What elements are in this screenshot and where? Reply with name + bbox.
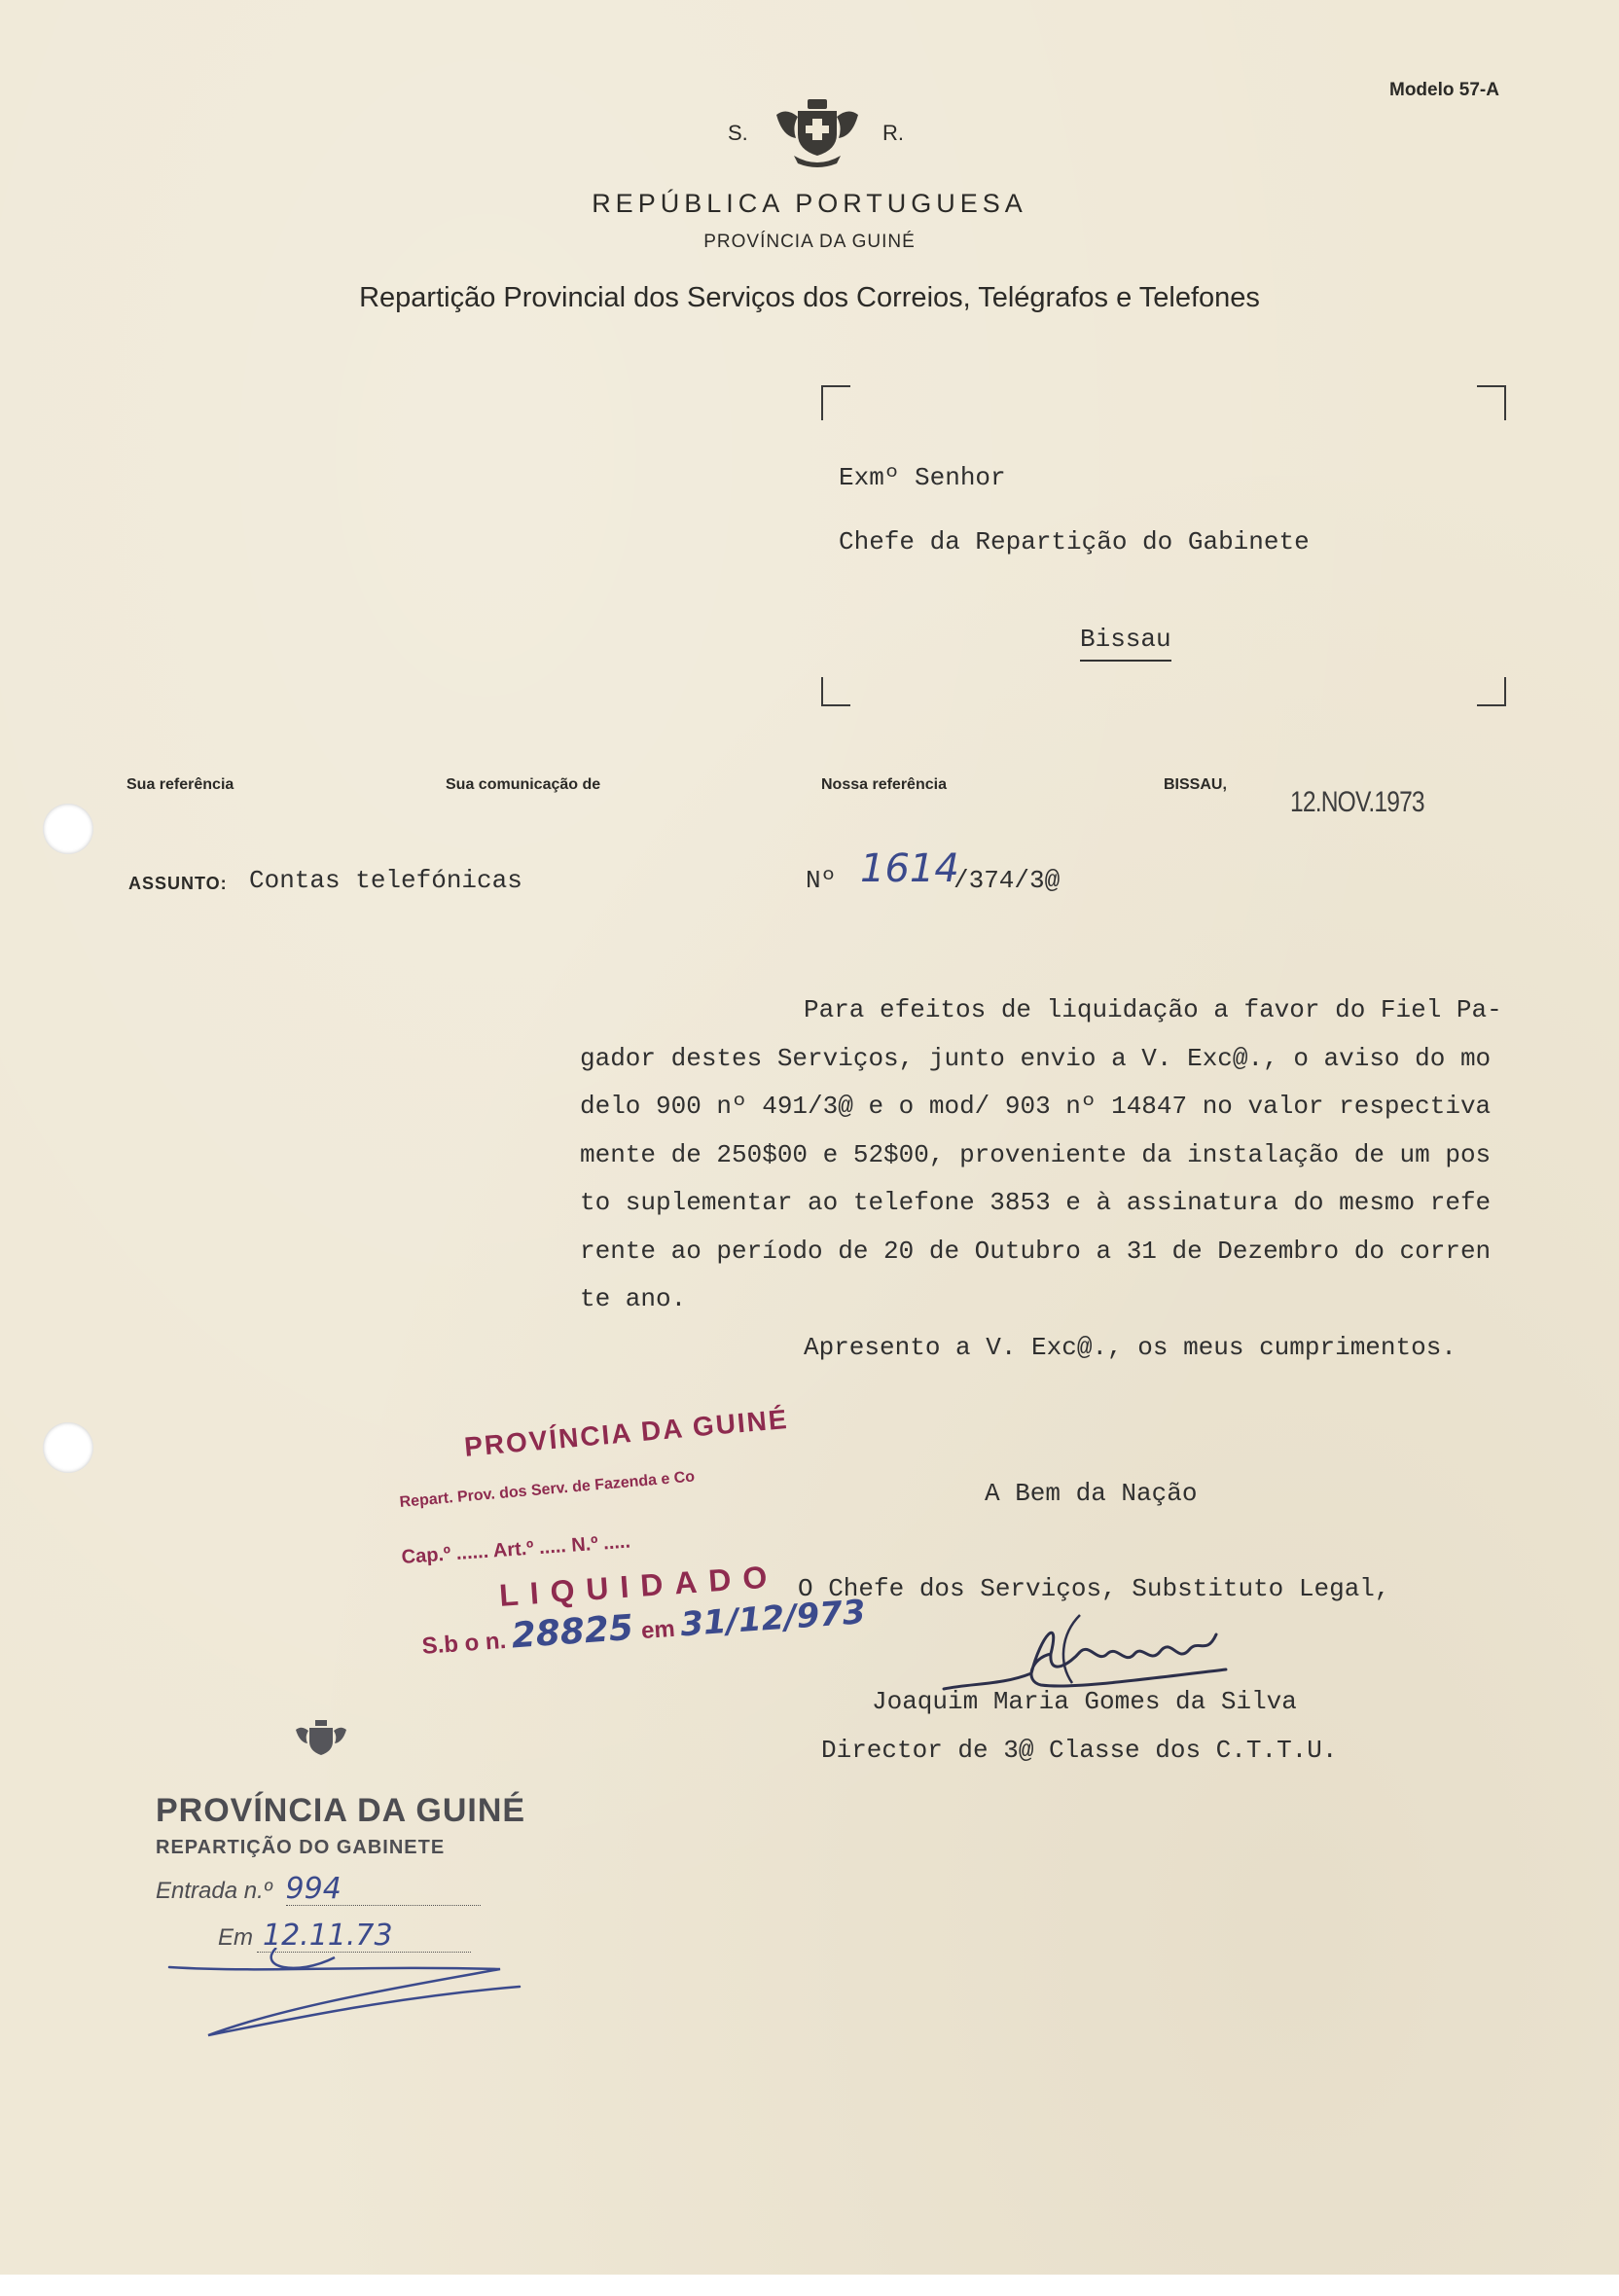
addressee-city: Bissau [1080, 625, 1171, 662]
body-line: Para efeitos de liquidação a favor do Fiel Pa- [804, 995, 1502, 1024]
label-place: BISSAU, [1164, 776, 1227, 793]
liquidado-date-label: em [640, 1615, 676, 1645]
punch-hole [43, 804, 93, 854]
liquidado-stamp-chapter-line: Cap.º ...... Art.º ..... N.º ..... [401, 1530, 631, 1568]
crest-letter-r: R. [882, 121, 904, 145]
gabinete-date-label: Em [218, 1924, 253, 1951]
liquidado-number-label: S.b o n. [420, 1627, 508, 1660]
address-window-corner-top-right [1477, 385, 1506, 420]
stamp-crest-icon [292, 1718, 350, 1767]
signer-name: Joaquim Maria Gomes da Silva [872, 1687, 1297, 1716]
addressee-title: Chefe da Repartição do Gabinete [839, 527, 1310, 556]
stamp-dotted-line [286, 1905, 481, 1906]
label-nossa-referencia: Nossa referência [821, 776, 947, 793]
body-line: to suplementar ao telefone 3853 e à assinatura do mesmo refe [580, 1188, 1492, 1217]
gabinete-entry-label: Entrada n.º [156, 1878, 272, 1904]
gabinete-hand-number: 994 [285, 1872, 342, 1906]
label-sua-referencia: Sua referência [126, 776, 234, 793]
address-window-corner-top-left [821, 385, 850, 420]
republic-heading: REPÚBLICA PORTUGUESA [592, 189, 1027, 218]
body-line: mente de 250$00 e 52$00, proveniente da instalação de um pos [580, 1139, 1492, 1169]
province-heading: PROVÍNCIA DA GUINÉ [703, 232, 916, 252]
closing-motto: A Bem da Nação [985, 1479, 1198, 1508]
gabinete-entry-stamp [150, 1718, 539, 2049]
crest-letter-s: S. [728, 121, 748, 145]
reference-prefix: Nº [806, 866, 837, 895]
reference-suffix: /374/3@ [953, 866, 1061, 895]
closing-role: O Chefe dos Serviços, Substituto Legal, [798, 1574, 1390, 1603]
body-line: gador destes Serviços, junto envio a V. Exc@., o aviso do mo [580, 1043, 1492, 1073]
letter-body [580, 987, 1514, 1372]
body-line: delo 900 nº 491/3@ e o mod/ 903 nº 14847 no valor respectiva [580, 1092, 1492, 1121]
gabinete-hand-date: 12.11.73 [263, 1919, 393, 1953]
handwritten-signature [934, 1596, 1245, 1712]
date-stamp: 12.NOV.1973 [1290, 786, 1424, 818]
subject-value: Contas telefónicas [249, 866, 522, 895]
gabinete-stamp-department: REPARTIÇÃO DO GABINETE [156, 1837, 446, 1858]
stamp-initials-scribble [150, 1948, 539, 2055]
gabinete-stamp-province: PROVÍNCIA DA GUINÉ [156, 1792, 526, 1829]
address-window-corner-bottom-right [1477, 677, 1506, 706]
gabinete-stamp-entry-label [156, 1872, 342, 1906]
liquidado-stamp-status: LIQUIDADO [498, 1558, 780, 1613]
liquidado-stamp-province: PROVÍNCIA DA GUINÉ [463, 1403, 790, 1462]
liquidado-stamp-department: Repart. Prov. dos Serv. de Fazenda e Co [399, 1468, 696, 1511]
department-heading: Repartição Provincial dos Serviços dos Correios, Telégrafos e Telefones [359, 282, 1260, 313]
liquidado-hand-date: 31/12/973 [679, 1593, 867, 1645]
reference-handwritten-number: 1614 [860, 846, 959, 891]
body-greeting: Apresento a V. Exc@., os meus cumprimentos. [804, 1332, 1457, 1362]
form-model-label: Modelo 57-A [1389, 80, 1499, 100]
liquidado-stamp [381, 1403, 887, 1685]
address-window-corner-bottom-left [821, 677, 850, 706]
liquidado-hand-number: 28825 [510, 1607, 635, 1657]
body-line: rente ao período de 20 de Outubro a 31 de Dezembro do corren [580, 1236, 1492, 1266]
body-line: te ano. [580, 1284, 687, 1313]
addressee-salutation: Exmº Senhor [839, 463, 1006, 492]
label-sua-comunicacao: Sua comunicação de [446, 776, 601, 793]
signer-title: Director de 3@ Classe dos C.T.T.U. [821, 1736, 1338, 1765]
punch-hole [43, 1422, 93, 1473]
coat-of-arms-icon [769, 95, 866, 171]
subject-label: ASSUNTO: [128, 874, 228, 893]
